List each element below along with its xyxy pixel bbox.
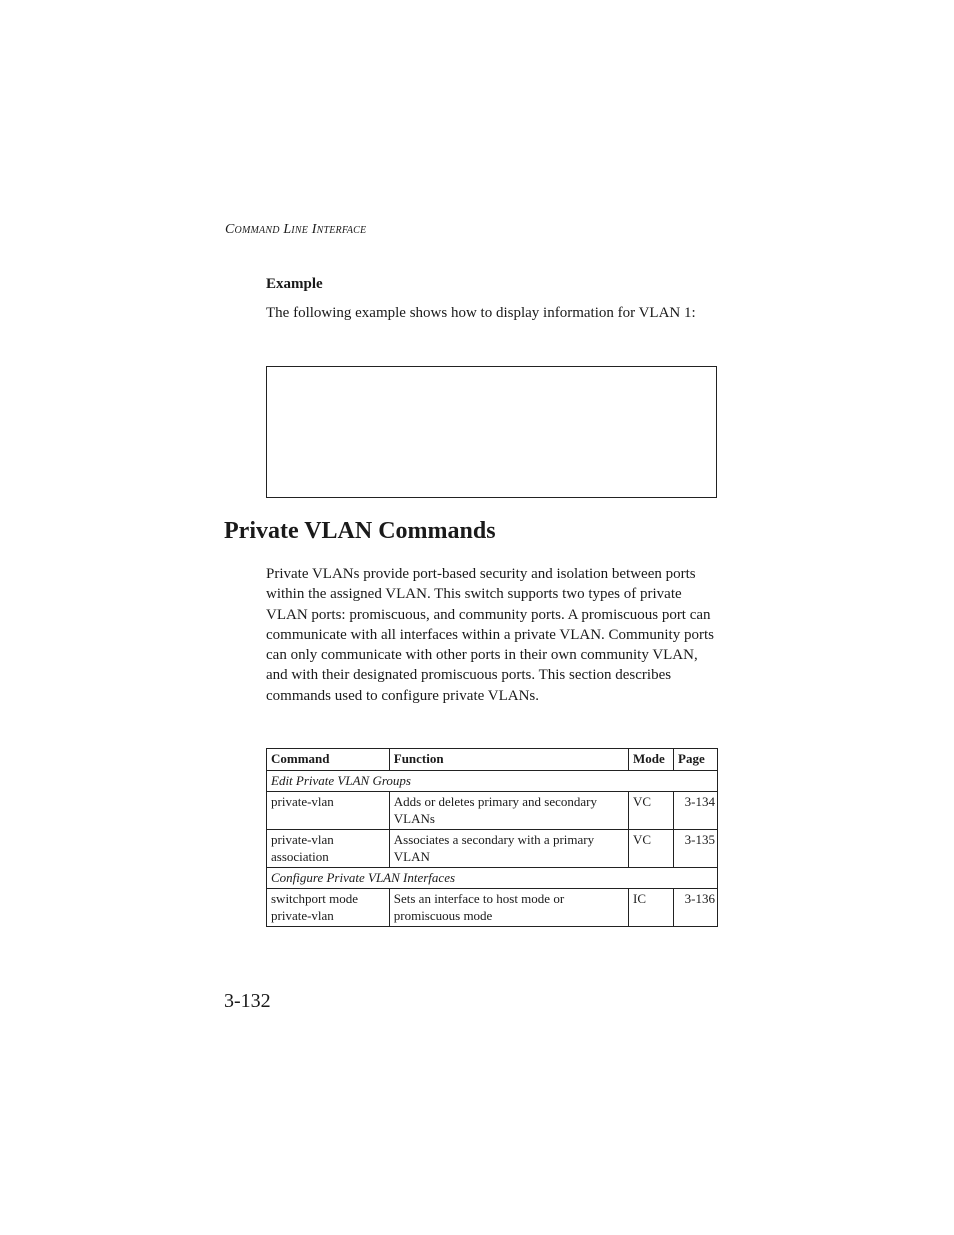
group-row [267, 771, 718, 792]
example-heading: Example [266, 276, 323, 292]
command-cell: private-vlan [267, 792, 390, 830]
function-cell: Sets an interface to host mode or promiscuous mode [389, 889, 628, 927]
header-page: Page [674, 749, 718, 771]
table-header-row [267, 749, 718, 771]
page-cell: 3-135 [674, 830, 718, 868]
running-header: Command Line Interface [225, 222, 367, 237]
example-description: The following example shows how to display information for VLAN 1: [266, 305, 696, 321]
function-cell: Associates a secondary with a primary VLAN [389, 830, 628, 868]
command-cell: switchport mode private-vlan [267, 889, 390, 927]
group-row [267, 868, 718, 889]
mode-cell: VC [629, 830, 674, 868]
section-title: Private VLAN Commands [224, 518, 496, 544]
code-example-box [266, 366, 717, 498]
table-row [267, 830, 718, 868]
group-label: Configure Private VLAN Interfaces [267, 868, 718, 889]
page-cell: 3-136 [674, 889, 718, 927]
section-intro: Private VLANs provide port-based security and isolation between ports within the assigned VLAN. This switch supports two types of private VLAN ports: promiscuous, and community ports. A promiscuous port can communicate with all interfaces within a private VLAN. Community ports can only communicate with other ports in their own community VLAN, and with their designated promiscuous ports. This section describes commands used to configure private VLANs. [266, 566, 714, 704]
header-mode: Mode [629, 749, 674, 771]
function-cell: Adds or deletes primary and secondary VLANs [389, 792, 628, 830]
command-table [266, 748, 718, 927]
header-command: Command [267, 749, 390, 771]
table-row [267, 889, 718, 927]
page-cell: 3-134 [674, 792, 718, 830]
mode-cell: IC [629, 889, 674, 927]
page-number: 3-132 [224, 990, 271, 1012]
header-function: Function [389, 749, 628, 771]
mode-cell: VC [629, 792, 674, 830]
table-row [267, 792, 718, 830]
command-cell: private-vlan association [267, 830, 390, 868]
group-label: Edit Private VLAN Groups [267, 771, 718, 792]
